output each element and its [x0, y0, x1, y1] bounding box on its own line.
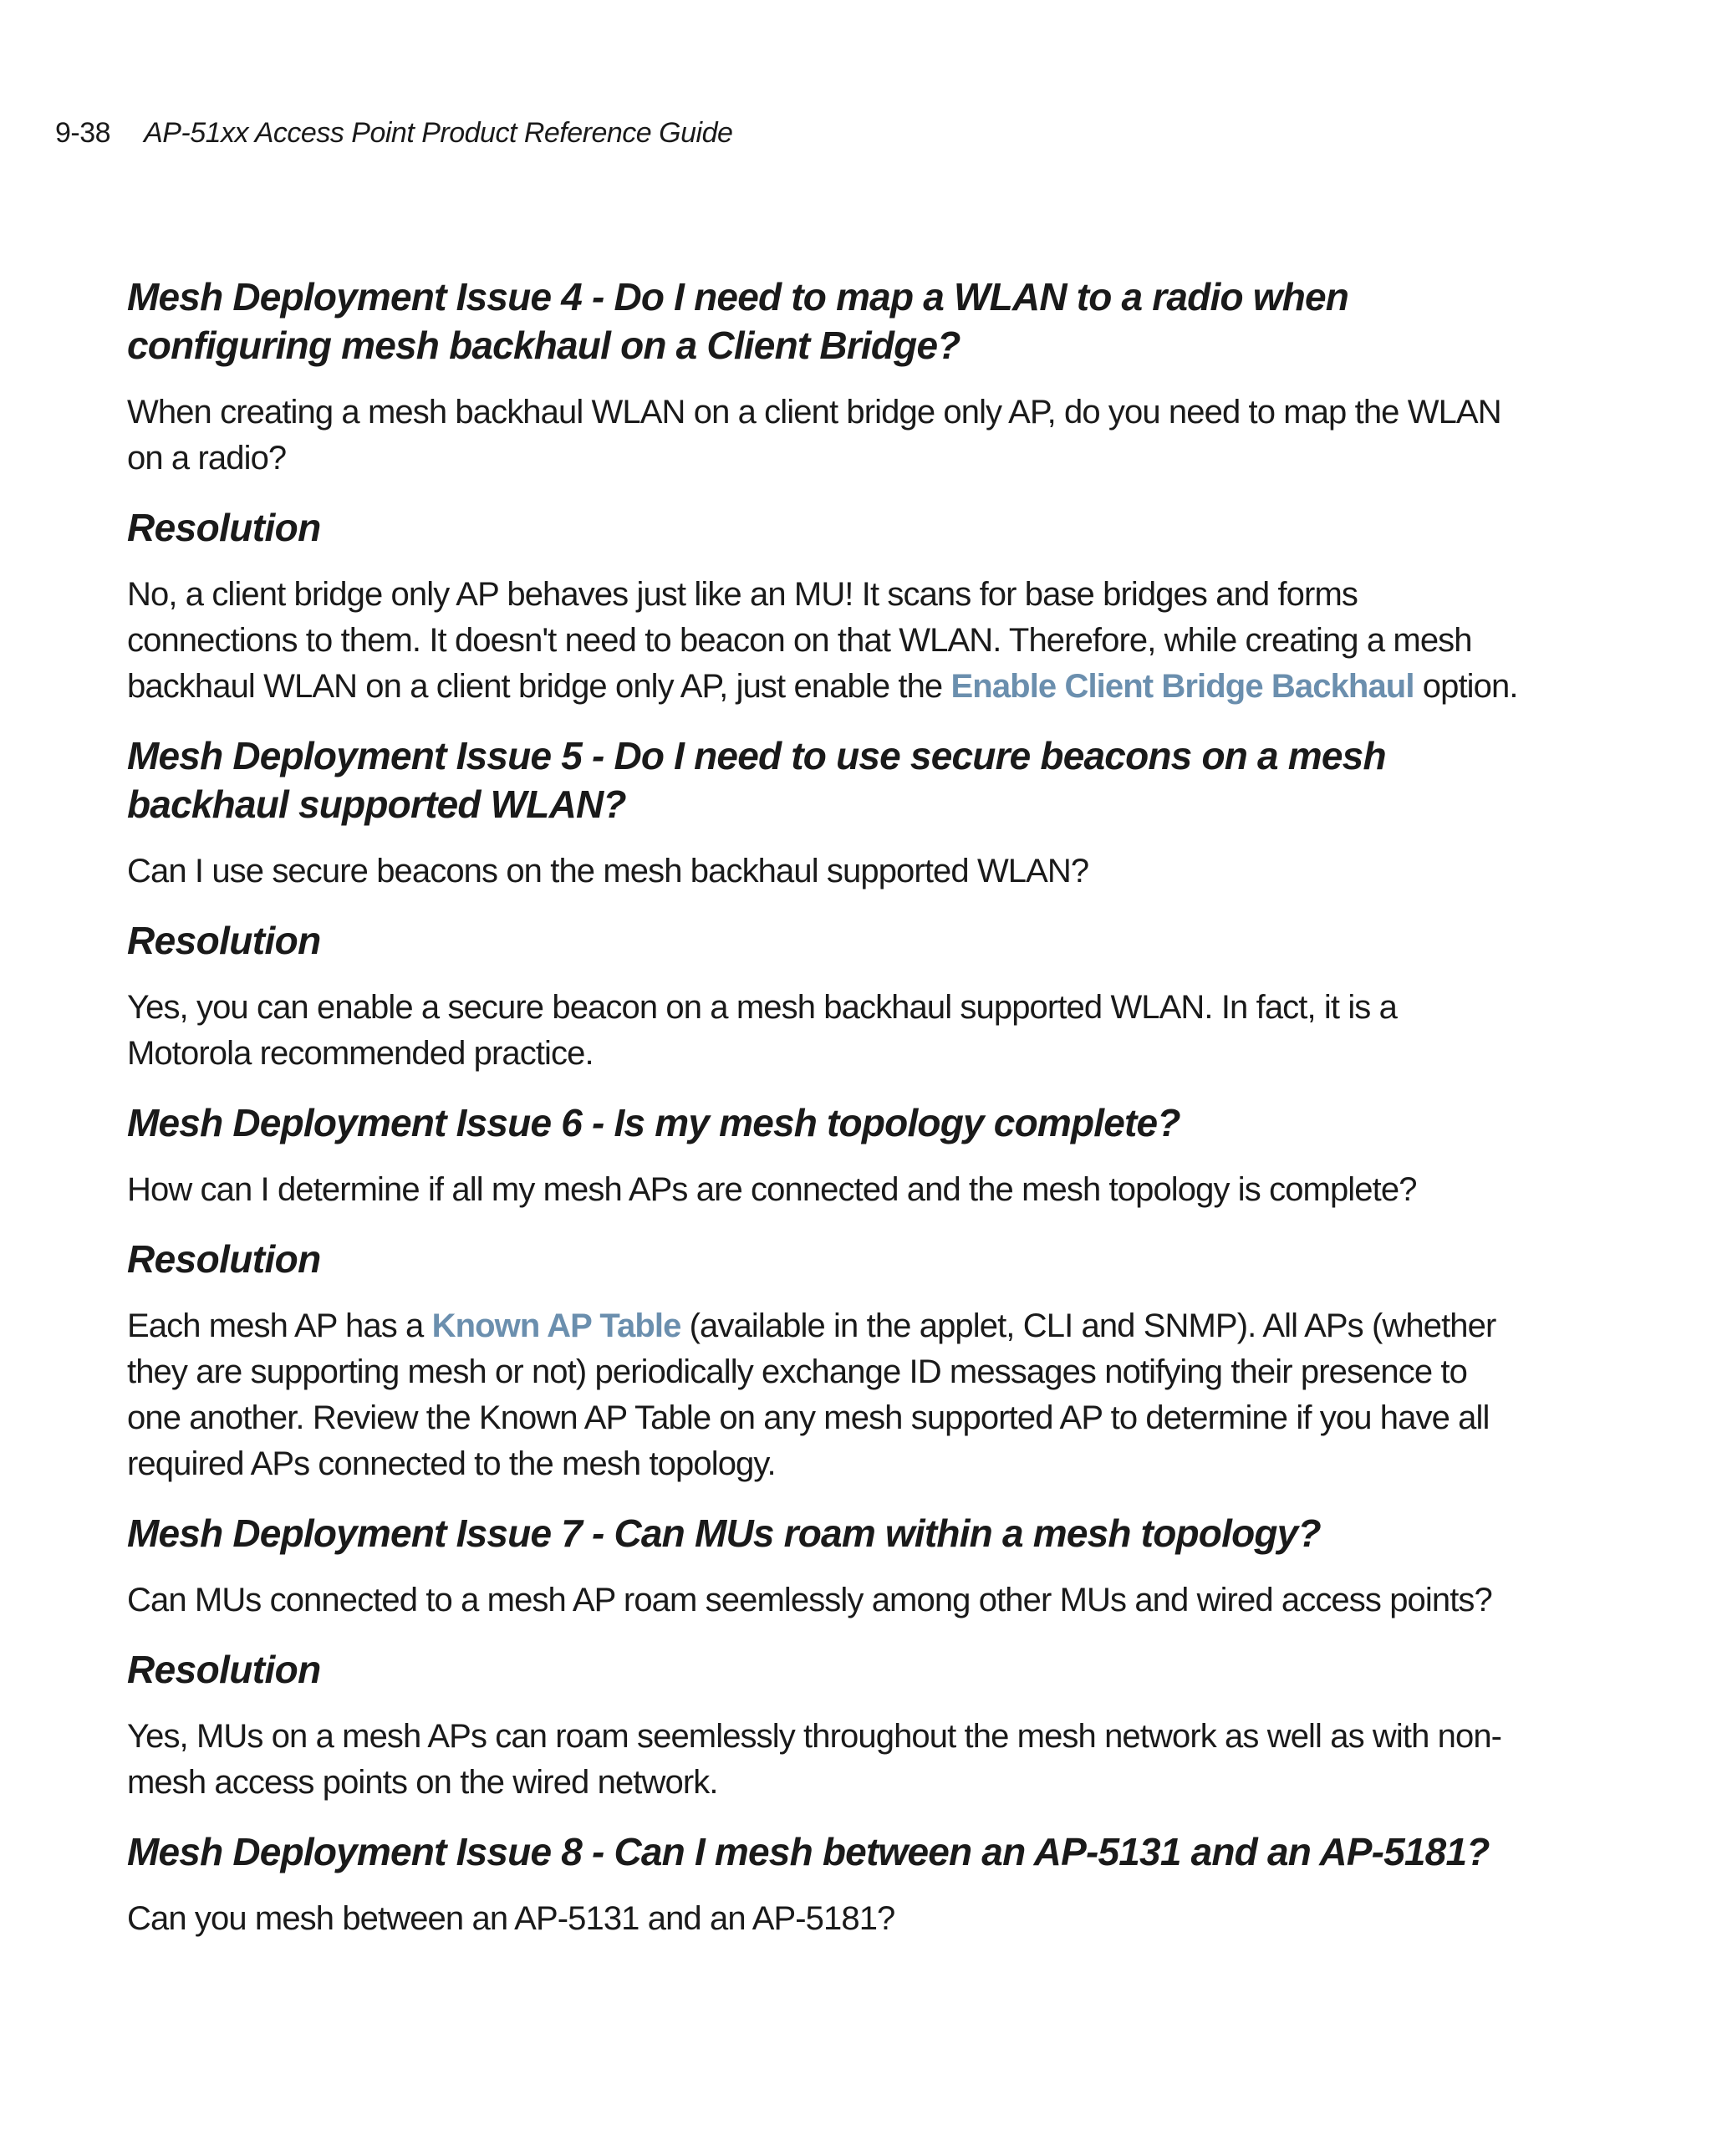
issue-5-heading: Mesh Deployment Issue 5 - Do I need to use secure beacons on a mesh backhaul supported WLAN? [127, 734, 1386, 826]
issue-5-resolution: Yes, you can enable a secure beacon on a mesh backhaul supported WLAN. In fact, it is a Motorola recommended practice. [127, 989, 1397, 1072]
issue-8-question: Can you mesh between an AP-5131 and an AP-5181? [127, 1900, 895, 1937]
issue-4-resolution [127, 572, 1521, 710]
issue-6-resolution-text: Each mesh AP has a [127, 1307, 432, 1344]
issue-5-question: Can I use secure beacons on the mesh backhaul supported WLAN? [127, 853, 1089, 889]
issue-6-question: How can I determine if all my mesh APs are connected and the mesh topology is complete? [127, 1171, 1417, 1208]
issue-7-resolution: Yes, MUs on a mesh APs can roam seemlessly throughout the mesh network as well as with non-mesh access points on the wired network. [127, 1718, 1502, 1801]
issue-4-heading: Mesh Deployment Issue 4 - Do I need to map a WLAN to a radio when configuring mesh backhaul on a Client Bridge? [127, 275, 1349, 367]
issue-6-resolution-text-end: (available in the applet, CLI and SNMP). All APs (whether they are supporting mesh or not) periodically exchange ID messages notifying their presence to one another. Review the Known AP Table on any mesh supported AP to determine if you have all required APs connected to the mesh topology. [127, 1307, 1496, 1482]
issue-7-heading: Mesh Deployment Issue 7 - Can MUs roam within a mesh topology? [127, 1511, 1321, 1555]
document-body [127, 273, 1521, 1942]
issue-7-resolution-heading: Resolution [127, 1648, 321, 1691]
enable-client-bridge-backhaul-link[interactable]: Enable Client Bridge Backhaul [950, 668, 1414, 705]
issue-4-resolution-text: No, a client bridge only AP behaves just like an MU! It scans for base bridges and forms connections to them. It doesn't need to beacon on that WLAN. Therefore, while creating a mesh backhaul WLAN on a client bridge only AP, just enable the [127, 576, 1472, 705]
issue-6-heading: Mesh Deployment Issue 6 - Is my mesh topology complete? [127, 1101, 1180, 1144]
issue-4-resolution-heading: Resolution [127, 506, 321, 549]
guide-title: AP-51xx Access Point Product Reference Guide [144, 117, 733, 149]
issue-4-question: When creating a mesh backhaul WLAN on a client bridge only AP, do you need to map the WLAN on a radio? [127, 394, 1501, 477]
issue-6-resolution-heading: Resolution [127, 1237, 321, 1281]
known-ap-table-link[interactable]: Known AP Table [431, 1307, 681, 1344]
issue-4-resolution-text-end: option. [1414, 668, 1518, 705]
page-number: 9-38 [55, 117, 111, 149]
issue-6-resolution [127, 1303, 1521, 1487]
issue-5-resolution-heading: Resolution [127, 919, 321, 962]
page-header [55, 117, 732, 150]
issue-7-question: Can MUs connected to a mesh AP roam seemlessly among other MUs and wired access points? [127, 1582, 1492, 1618]
issue-8-heading: Mesh Deployment Issue 8 - Can I mesh between an AP-5131 and an AP-5181? [127, 1830, 1490, 1873]
